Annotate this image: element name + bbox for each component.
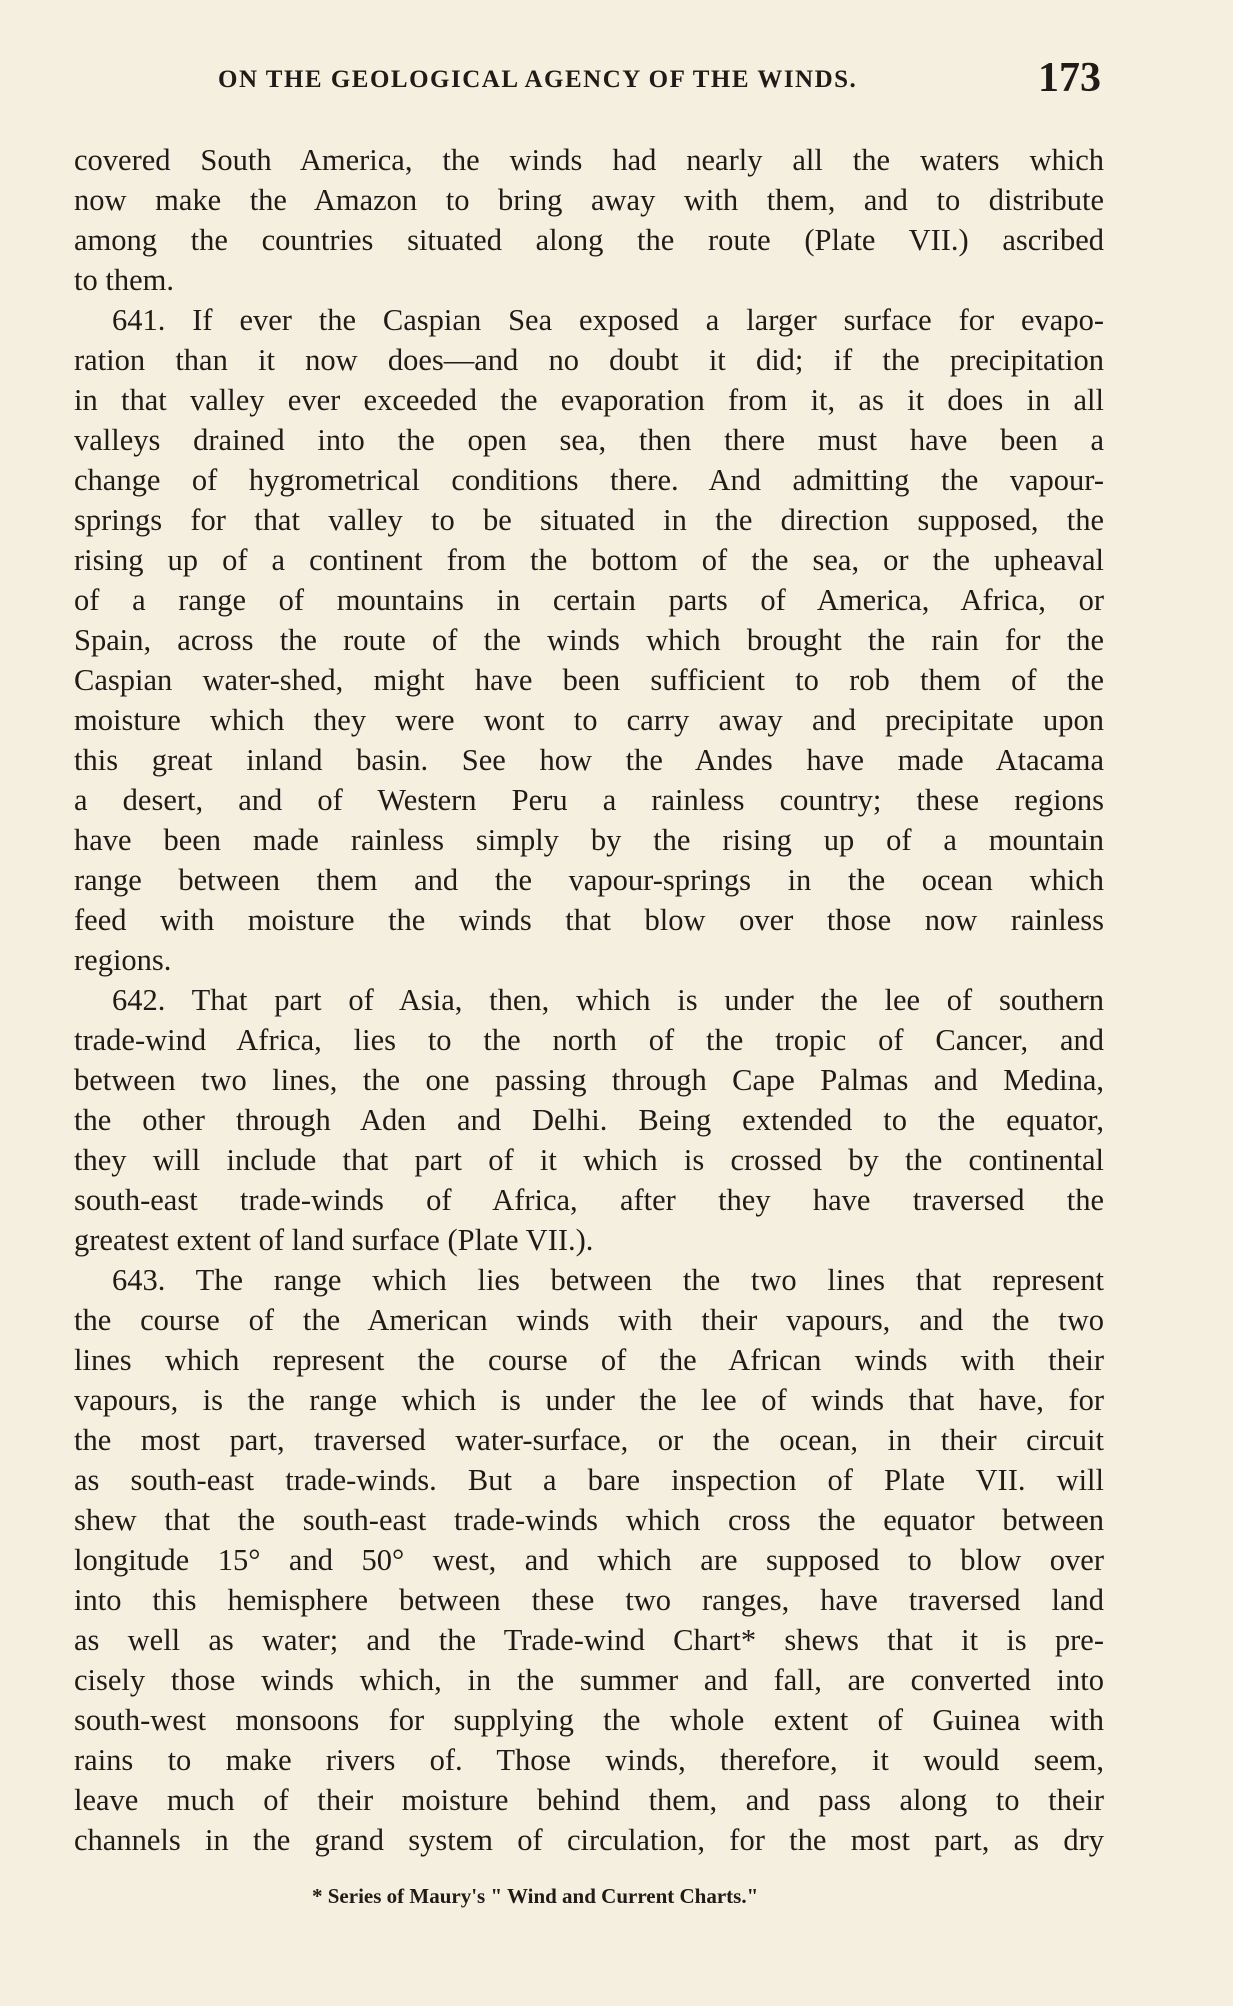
paragraph-643-start: 643. The range which lies between the two lines that represent <box>112 1263 1104 1297</box>
footnote: * Series of Maury's " Wind and Current Charts." <box>312 1884 759 1908</box>
text-line: as south-east trade-winds. But a bare inspection of Plate VII. will <box>74 1463 1104 1497</box>
text-line: rains to make rivers of. Those winds, therefore, it would seem, <box>74 1743 1104 1777</box>
text-line: greatest extent of land surface (Plate VII.). <box>74 1223 594 1257</box>
text-line: as well as water; and the Trade-wind Chart* shews that it is pre- <box>74 1623 1104 1657</box>
body-text <box>74 140 1104 1860</box>
text-line: among the countries situated along the route (Plate VII.) ascribed <box>74 223 1104 257</box>
paragraph-641-start: 641. If ever the Caspian Sea exposed a larger surface for evapo- <box>112 303 1104 337</box>
text-line: the course of the American winds with their vapours, and the two <box>74 1303 1104 1337</box>
text-line: change of hygrometrical conditions there. And admitting the vapour- <box>74 463 1104 497</box>
running-head: ON THE GEOLOGICAL AGENCY OF THE WINDS. <box>218 66 858 93</box>
text-line: they will include that part of it which is crossed by the continental <box>74 1143 1104 1177</box>
page-number: 173 <box>1038 55 1101 101</box>
text-line: rising up of a continent from the bottom of the sea, or the upheaval <box>74 543 1104 577</box>
text-line: cisely those winds which, in the summer and fall, are converted into <box>74 1663 1104 1697</box>
text-line: in that valley ever exceeded the evaporation from it, as it does in all <box>74 383 1104 417</box>
text-line: into this hemisphere between these two ranges, have traversed land <box>74 1583 1104 1617</box>
text-line: between two lines, the one passing through Cape Palmas and Medina, <box>74 1063 1104 1097</box>
text-line: range between them and the vapour-springs in the ocean which <box>74 863 1104 897</box>
text-line: channels in the grand system of circulation, for the most part, as dry <box>74 1823 1104 1857</box>
text-line: have been made rainless simply by the rising up of a mountain <box>74 823 1104 857</box>
text-line: shew that the south-east trade-winds which cross the equator between <box>74 1503 1104 1537</box>
text-line: trade-wind Africa, lies to the north of the tropic of Cancer, and <box>74 1023 1104 1057</box>
text-line: vapours, is the range which is under the lee of winds that have, for <box>74 1383 1104 1417</box>
text-line: south-west monsoons for supplying the whole extent of Guinea with <box>74 1703 1104 1737</box>
paragraph-642-start: 642. That part of Asia, then, which is under the lee of southern <box>112 983 1104 1017</box>
text-line: the other through Aden and Delhi. Being extended to the equator, <box>74 1103 1104 1137</box>
text-line: to them. <box>74 263 174 297</box>
text-line: leave much of their moisture behind them, and pass along to their <box>74 1783 1104 1817</box>
text-line: covered South America, the winds had nearly all the waters which <box>74 143 1104 177</box>
text-line: lines which represent the course of the African winds with their <box>74 1343 1104 1377</box>
text-line: this great inland basin. See how the Andes have made Atacama <box>74 743 1104 777</box>
text-line: Spain, across the route of the winds which brought the rain for the <box>74 623 1104 657</box>
text-line: Caspian water-shed, might have been sufficient to rob them of the <box>74 663 1104 697</box>
text-line: now make the Amazon to bring away with them, and to distribute <box>74 183 1104 217</box>
text-line: regions. <box>74 943 172 977</box>
text-line: longitude 15° and 50° west, and which are supposed to blow over <box>74 1543 1104 1577</box>
text-line: valleys drained into the open sea, then there must have been a <box>74 423 1104 457</box>
text-line: the most part, traversed water-surface, or the ocean, in their circuit <box>74 1423 1104 1457</box>
text-line: springs for that valley to be situated in the direction supposed, the <box>74 503 1104 537</box>
text-line: of a range of mountains in certain parts of America, Africa, or <box>74 583 1104 617</box>
text-line: a desert, and of Western Peru a rainless country; these regions <box>74 783 1104 817</box>
text-line: ration than it now does—and no doubt it did; if the precipitation <box>74 343 1104 377</box>
text-line: moisture which they were wont to carry away and precipitate upon <box>74 703 1104 737</box>
text-line: south-east trade-winds of Africa, after they have traversed the <box>74 1183 1104 1217</box>
text-line: feed with moisture the winds that blow over those now rainless <box>74 903 1104 937</box>
